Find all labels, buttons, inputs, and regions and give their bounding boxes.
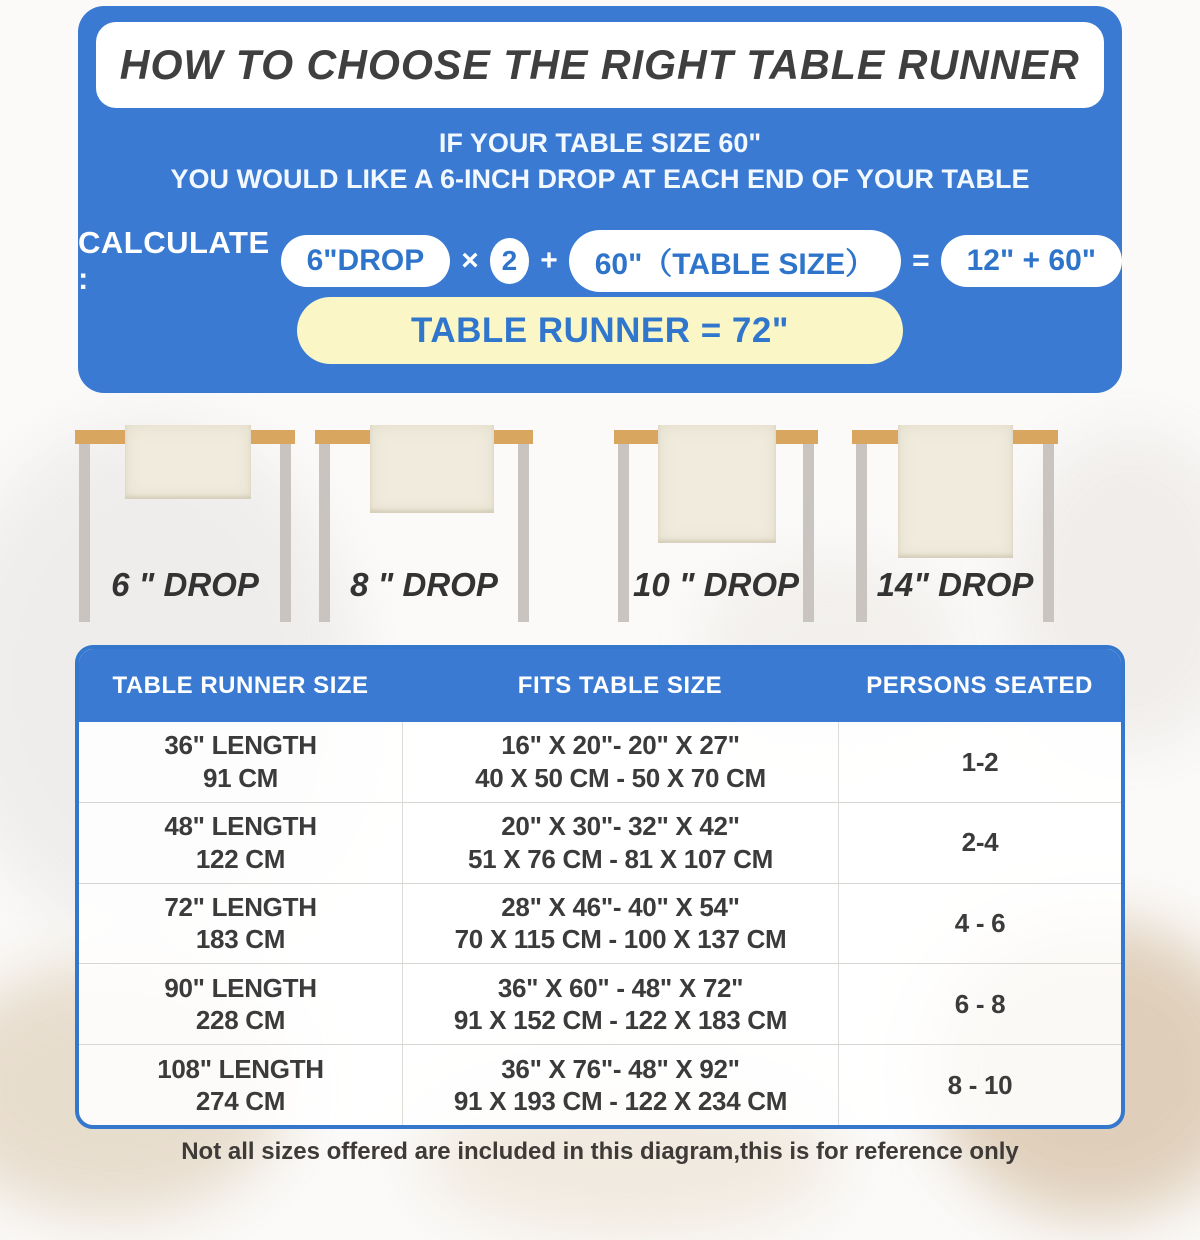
drop-figure-6in xyxy=(75,430,295,630)
runner-result-pill: TABLE RUNNER = 72" xyxy=(297,297,903,364)
calculate-label: CALCULATE : xyxy=(78,225,270,296)
title-banner xyxy=(96,22,1104,108)
runner-size-cell xyxy=(79,1045,402,1125)
runner-size-inches: 72" LENGTH xyxy=(164,891,317,922)
runner-illustration xyxy=(125,425,251,499)
fits-size-cell xyxy=(402,722,838,802)
table-size-pill: 60"（TABLE SIZE） xyxy=(569,230,901,292)
runner-size-cm: 183 CM xyxy=(195,924,286,955)
runner-size-cm: 122 CM xyxy=(195,843,286,874)
fits-size-inches: 36" X 76"- 48" X 92" xyxy=(501,1053,740,1084)
drop-label: 14" DROP xyxy=(876,566,1034,603)
drop-value-pill: 6"DROP xyxy=(281,235,451,287)
page-title: HOW TO CHOOSE THE RIGHT TABLE RUNNER xyxy=(120,41,1080,88)
table-row xyxy=(79,963,1121,1044)
header-persons-seated: PERSONS SEATED xyxy=(866,671,1093,699)
drop-figure-14in xyxy=(852,430,1058,630)
runner-size-inches: 36" LENGTH xyxy=(164,730,317,761)
runner-illustration xyxy=(898,425,1013,558)
runner-size-cell xyxy=(79,884,402,964)
runner-illustration xyxy=(370,425,494,513)
sum-pill: 12" + 60" xyxy=(941,235,1122,287)
fits-size-inches: 20" X 30"- 32" X 42" xyxy=(501,811,740,842)
drop-label: 6 " DROP xyxy=(111,566,259,603)
persons-cell xyxy=(838,964,1121,1044)
fits-size-cell xyxy=(402,803,838,883)
persons-value: 6 - 8 xyxy=(954,989,1006,1020)
table-row xyxy=(79,1044,1121,1125)
runner-size-inches: 108" LENGTH xyxy=(157,1053,324,1084)
runner-size-cell xyxy=(79,722,402,802)
fits-size-cell xyxy=(402,1045,838,1125)
intro-line-1: IF YOUR TABLE SIZE 60" xyxy=(438,128,762,158)
persons-cell xyxy=(838,884,1121,964)
runner-size-cell xyxy=(79,803,402,883)
header-runner-size: TABLE RUNNER SIZE xyxy=(112,671,369,699)
runner-size-cm: 274 CM xyxy=(195,1086,286,1117)
runner-size-inches: 90" LENGTH xyxy=(164,972,317,1003)
fits-size-cm: 91 X 193 CM - 122 X 234 CM xyxy=(453,1086,788,1117)
fits-size-inches: 36" X 60" - 48" X 72" xyxy=(497,972,744,1003)
runner-illustration xyxy=(658,425,776,543)
table-row xyxy=(79,883,1121,964)
equals-sign: = xyxy=(912,244,930,277)
drop-label: 8 " DROP xyxy=(350,566,498,603)
multiplier-badge: 2 xyxy=(490,238,529,284)
runner-size-cm: 228 CM xyxy=(195,1005,286,1036)
size-chart-header xyxy=(79,649,1121,722)
runner-size-cell xyxy=(79,964,402,1044)
plus-sign: + xyxy=(540,244,558,277)
runner-size-inches: 48" LENGTH xyxy=(164,811,317,842)
reference-note: Not all sizes offered are included in this diagram,this is for reference only xyxy=(181,1138,1019,1165)
intro-line-2: YOU WOULD LIKE A 6-INCH DROP AT EACH END OF YOUR TABLE xyxy=(170,164,1030,194)
runner-size-cm: 91 CM xyxy=(202,762,279,793)
fits-size-cm: 51 X 76 CM - 81 X 107 CM xyxy=(468,843,773,874)
size-chart-panel xyxy=(75,645,1125,1129)
persons-value: 4 - 6 xyxy=(954,908,1006,939)
fits-size-cell xyxy=(402,964,838,1044)
persons-cell xyxy=(838,803,1121,883)
fits-size-inches: 28" X 46"- 40" X 54" xyxy=(501,891,740,922)
persons-value: 2-4 xyxy=(961,827,999,858)
persons-value: 1-2 xyxy=(961,746,999,777)
size-chart-body xyxy=(79,722,1121,1125)
instruction-panel xyxy=(78,6,1122,393)
persons-cell xyxy=(838,722,1121,802)
fits-size-cm: 70 X 115 CM - 100 X 137 CM xyxy=(454,924,787,955)
persons-value: 8 - 10 xyxy=(947,1069,1013,1100)
drop-figure-10in xyxy=(614,430,818,630)
drop-label: 10 " DROP xyxy=(632,566,800,603)
fits-size-cm: 40 X 50 CM - 50 X 70 CM xyxy=(475,762,766,793)
fits-size-inches: 16" X 20"- 20" X 27" xyxy=(501,730,740,761)
table-row xyxy=(79,722,1121,802)
calculation-row xyxy=(78,225,1122,296)
header-fits-table-size: FITS TABLE SIZE xyxy=(517,671,723,699)
fits-size-cm: 91 X 152 CM - 122 X 183 CM xyxy=(453,1005,788,1036)
table-row xyxy=(79,802,1121,883)
persons-cell xyxy=(838,1045,1121,1125)
drop-figure-8in xyxy=(315,430,533,630)
fits-size-cell xyxy=(402,884,838,964)
multiply-sign: × xyxy=(461,244,479,277)
